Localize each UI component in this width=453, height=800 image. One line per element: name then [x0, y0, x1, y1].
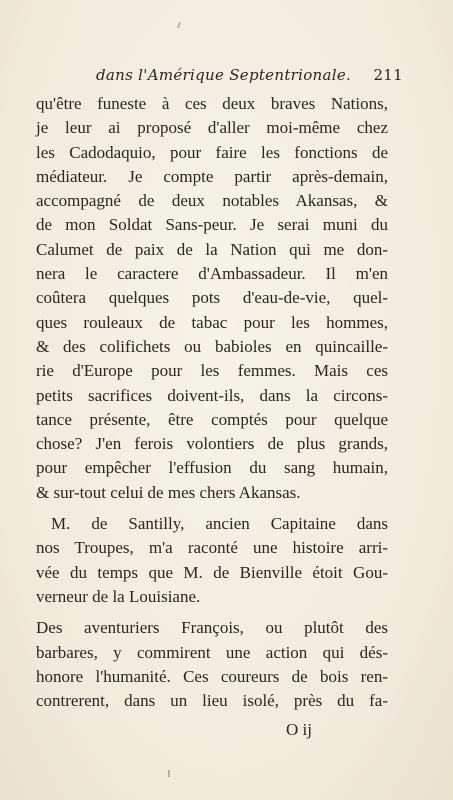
text-line: Calumet de paix de la Nation qui me don-: [36, 239, 388, 259]
text-line: & sur-tout celui de mes chers Akansas.: [36, 482, 301, 502]
paper-speck: [177, 22, 181, 28]
text-line: les Cadodaquio, pour faire les fonctions de: [36, 142, 388, 162]
running-title: dans l'Amérique Septentrionale.: [96, 66, 352, 84]
text-line: tance présente, être comptés pour quelque: [36, 409, 388, 429]
running-header: [96, 66, 403, 84]
paragraph-3: [36, 616, 388, 713]
text-line: nera le caractere d'Ambassadeur. Il m'en: [36, 264, 388, 284]
text-line: accompagné de deux notables Akansas, &: [36, 191, 388, 211]
text-line: Des aventuriers François, ou plutôt des: [36, 618, 388, 638]
text-line: honore l'humanité. Ces coureurs de bois ren-: [36, 666, 388, 686]
page-body: [36, 92, 388, 713]
text-line: pour empêcher l'effusion du sang humain,: [36, 458, 388, 478]
paragraph-1: [36, 92, 388, 505]
text-line: M. de Santilly, ancien Capitaine dans: [51, 514, 388, 534]
text-line: barbares, y commirent une action qui dés-: [36, 642, 388, 662]
text-line: de mon Soldat Sans-peur. Je serai muni du: [36, 215, 388, 235]
text-line: vée du temps que M. de Bienville étoit Gou-: [36, 562, 388, 582]
text-line: ques rouleaux de tabac pour les hommes,: [36, 312, 388, 332]
signature-mark: O ij: [286, 720, 312, 739]
text-line: & des colifichets ou babioles en quincaille-: [36, 336, 388, 356]
text-line: verneur de la Louisiane.: [36, 586, 201, 606]
text-line: coûtera quelques pots d'eau-de-vie, quel-: [36, 288, 388, 308]
text-line: petits sacrifices doivent-ils, dans la circons-: [36, 385, 388, 405]
text-line: chose? J'en ferois volontiers de plus grands,: [36, 434, 388, 454]
paper-speck: [168, 770, 170, 777]
text-line: médiateur. Je compte partir après-demain,: [36, 166, 388, 186]
text-line: je leur ai proposé d'aller moi-même chez: [36, 118, 388, 138]
paragraph-2: [36, 512, 388, 609]
text-line: rie d'Europe pour les femmes. Mais ces: [36, 361, 388, 381]
text-line: qu'être funeste à ces deux braves Nations,: [36, 94, 388, 113]
text-line: nos Troupes, m'a raconté une histoire arri-: [36, 538, 388, 558]
text-line: contrerent, dans un lieu isolé, près du fa-: [36, 691, 388, 711]
page-number: 211: [373, 66, 403, 84]
